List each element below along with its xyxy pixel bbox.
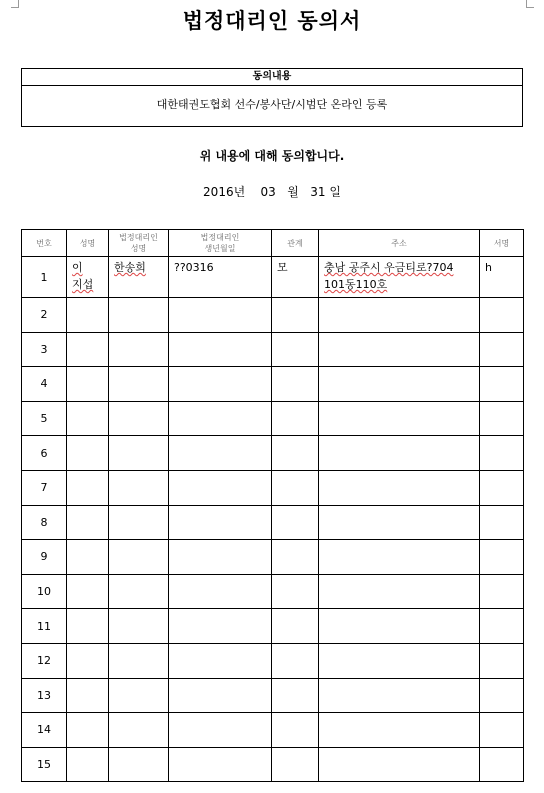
cell-relation[interactable]	[272, 540, 319, 575]
cell-signature[interactable]	[480, 609, 524, 644]
cell-guardian-name[interactable]	[109, 678, 169, 713]
cell-no: 9	[22, 540, 67, 575]
cell-signature[interactable]	[480, 540, 524, 575]
guardian-table	[21, 229, 524, 782]
cell-guardian-name[interactable]	[109, 332, 169, 367]
table-body	[22, 257, 524, 782]
cell-address[interactable]	[319, 401, 480, 436]
cell-address[interactable]	[319, 678, 480, 713]
cell-guardian-name[interactable]	[109, 643, 169, 678]
cell-relation[interactable]	[272, 401, 319, 436]
cell-name[interactable]	[67, 713, 109, 748]
header-guardian-name: 법정대리인 성명	[109, 230, 169, 257]
cell-relation[interactable]	[272, 436, 319, 471]
header-guardian-birth: 법정대리인 생년월일	[169, 230, 272, 257]
cell-relation[interactable]	[272, 574, 319, 609]
date-year[interactable]: 2016년	[203, 185, 246, 199]
date-day[interactable]: 31	[310, 185, 326, 199]
cell-no: 13	[22, 678, 67, 713]
cell-guardian-birth[interactable]	[169, 505, 272, 540]
cell-signature[interactable]	[480, 678, 524, 713]
table-row	[22, 678, 524, 713]
header-no: 번호	[22, 230, 67, 257]
date-month-unit: 월	[287, 185, 299, 199]
cell-guardian-birth[interactable]	[169, 401, 272, 436]
cell-guardian-birth[interactable]	[169, 574, 272, 609]
consent-box	[21, 68, 523, 127]
cell-name[interactable]	[67, 470, 109, 505]
cell-name[interactable]	[67, 609, 109, 644]
cell-name[interactable]	[67, 401, 109, 436]
header-relation: 관계	[272, 230, 319, 257]
cell-guardian-name[interactable]	[109, 540, 169, 575]
cell-relation[interactable]	[272, 298, 319, 333]
cell-guardian-birth[interactable]	[169, 332, 272, 367]
table-row	[22, 713, 524, 748]
table-row	[22, 332, 524, 367]
cell-signature[interactable]	[480, 436, 524, 471]
table-row	[22, 401, 524, 436]
cell-address[interactable]	[319, 609, 480, 644]
header-signature: 서명	[480, 230, 524, 257]
cell-no: 11	[22, 609, 67, 644]
cell-relation[interactable]	[272, 505, 319, 540]
cell-guardian-name[interactable]: 한송희	[109, 257, 169, 298]
cell-guardian-birth[interactable]	[169, 643, 272, 678]
table-row	[22, 574, 524, 609]
table-row	[22, 436, 524, 471]
cell-address[interactable]	[319, 747, 480, 782]
cell-relation[interactable]	[272, 332, 319, 367]
cell-relation[interactable]	[272, 643, 319, 678]
date-day-unit: 일	[329, 185, 341, 199]
cell-name[interactable]	[67, 574, 109, 609]
cell-guardian-birth[interactable]	[169, 540, 272, 575]
cell-relation[interactable]	[272, 747, 319, 782]
cell-guardian-name[interactable]	[109, 574, 169, 609]
cell-guardian-name[interactable]	[109, 747, 169, 782]
cell-no: 6	[22, 436, 67, 471]
table-row	[22, 747, 524, 782]
cell-no: 15	[22, 747, 67, 782]
cell-signature[interactable]	[480, 470, 524, 505]
cell-no: 2	[22, 298, 67, 333]
cell-address[interactable]	[319, 574, 480, 609]
cell-no: 1	[22, 257, 67, 298]
table-row	[22, 643, 524, 678]
cell-address[interactable]	[319, 332, 480, 367]
cell-name[interactable]	[67, 643, 109, 678]
cell-relation[interactable]	[272, 609, 319, 644]
cell-no: 14	[22, 713, 67, 748]
table-row	[22, 298, 524, 333]
cell-no: 10	[22, 574, 67, 609]
cell-address[interactable]	[319, 540, 480, 575]
cell-address[interactable]: 충남 공주시 우금티로?704 101동110호	[319, 257, 480, 298]
cell-guardian-name[interactable]	[109, 470, 169, 505]
cell-signature[interactable]	[480, 332, 524, 367]
cell-name[interactable]	[67, 540, 109, 575]
cell-address[interactable]	[319, 505, 480, 540]
date-month[interactable]: 03	[260, 185, 276, 199]
cell-relation[interactable]	[272, 367, 319, 402]
cell-relation[interactable]	[272, 713, 319, 748]
cell-name[interactable]	[67, 332, 109, 367]
table-row	[22, 367, 524, 402]
cell-no: 5	[22, 401, 67, 436]
cell-name[interactable]	[67, 678, 109, 713]
table-row	[22, 470, 524, 505]
cell-address[interactable]	[319, 470, 480, 505]
cell-signature[interactable]	[480, 747, 524, 782]
cell-guardian-birth[interactable]	[169, 298, 272, 333]
cell-signature[interactable]	[480, 574, 524, 609]
cell-guardian-birth[interactable]	[169, 747, 272, 782]
cell-address[interactable]	[319, 643, 480, 678]
header-address: 주소	[319, 230, 480, 257]
table-row	[22, 609, 524, 644]
cell-no: 12	[22, 643, 67, 678]
header-name: 성명	[67, 230, 109, 257]
cell-signature[interactable]	[480, 643, 524, 678]
cell-guardian-birth[interactable]	[169, 713, 272, 748]
consent-content[interactable]: 대한태권도협회 선수/봉사단/시범단 온라인 등록	[156, 98, 388, 111]
cell-guardian-name[interactable]	[109, 436, 169, 471]
table-row	[22, 540, 524, 575]
cell-signature[interactable]	[480, 401, 524, 436]
cell-name[interactable]	[67, 436, 109, 471]
cell-signature[interactable]	[480, 298, 524, 333]
cell-guardian-birth[interactable]: ??0316	[169, 257, 272, 298]
cell-relation[interactable]	[272, 678, 319, 713]
cell-no: 7	[22, 470, 67, 505]
cell-guardian-name[interactable]	[109, 609, 169, 644]
cell-guardian-birth[interactable]	[169, 367, 272, 402]
cell-signature[interactable]	[480, 505, 524, 540]
cell-guardian-name[interactable]	[109, 367, 169, 402]
table-row	[22, 505, 524, 540]
cell-signature[interactable]: h	[480, 257, 524, 298]
cell-address[interactable]	[319, 367, 480, 402]
cell-name[interactable]: 이 지섭	[67, 257, 109, 298]
cell-address[interactable]	[319, 436, 480, 471]
cell-guardian-birth[interactable]	[169, 678, 272, 713]
cell-name[interactable]	[67, 367, 109, 402]
cell-signature[interactable]	[480, 367, 524, 402]
cell-guardian-birth[interactable]	[169, 436, 272, 471]
cell-no: 3	[22, 332, 67, 367]
cell-name[interactable]	[67, 505, 109, 540]
table-row	[22, 257, 524, 298]
cell-guardian-name[interactable]	[109, 713, 169, 748]
document-title: 법정대리인 동의서	[182, 8, 362, 33]
cell-guardian-name[interactable]	[109, 298, 169, 333]
table-header-row	[22, 230, 524, 257]
cell-signature[interactable]	[480, 713, 524, 748]
date-line	[0, 183, 544, 200]
consent-header: 동의내용	[22, 69, 522, 86]
cell-guardian-birth[interactable]	[169, 609, 272, 644]
cell-relation[interactable]: 모	[272, 257, 319, 298]
cell-address[interactable]	[319, 713, 480, 748]
cell-guardian-name[interactable]	[109, 401, 169, 436]
cell-no: 8	[22, 505, 67, 540]
cell-name[interactable]	[67, 298, 109, 333]
cell-address[interactable]	[319, 298, 480, 333]
cell-guardian-birth[interactable]	[169, 470, 272, 505]
cell-relation[interactable]	[272, 470, 319, 505]
cell-guardian-name[interactable]	[109, 505, 169, 540]
cell-name[interactable]	[67, 747, 109, 782]
agreement-statement: 위 내용에 대해 동의합니다.	[199, 149, 345, 163]
cell-no: 4	[22, 367, 67, 402]
